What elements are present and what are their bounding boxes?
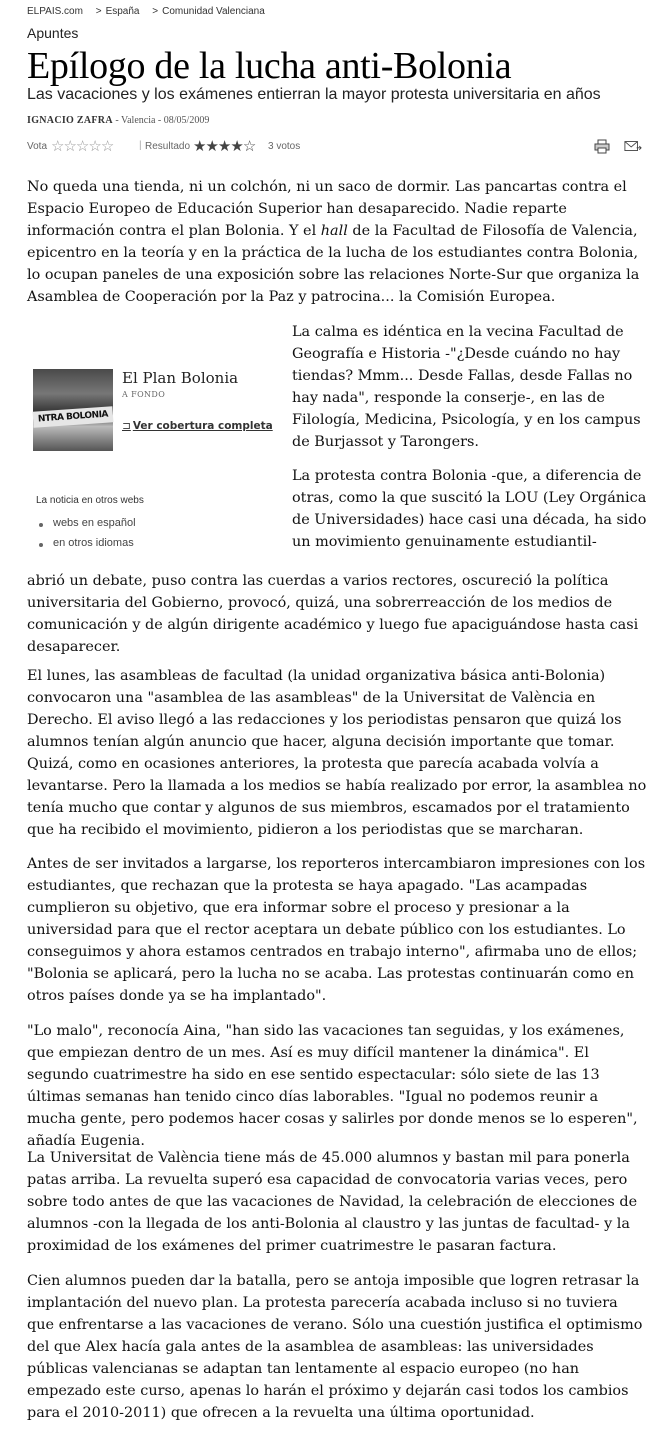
star-filled-icon: ★: [205, 138, 218, 155]
byline: [27, 115, 209, 126]
article-paragraph: La Universitat de València tiene más de 45.000 alumnos y bastan mil para ponerla patas arriba. La revuelta superó esa capacidad de convocatoria varias veces, pero sobre todo antes de que las vacaciones de Navidad, la celebración de elecciones de alumnos -con la llegada de los anti-Bolonia al claustro y las juntas de facultad- y la proximidad de los exámenes del primer cuatrimestre le pasaran factura.: [27, 1150, 638, 1254]
byline-author: IGNACIO ZAFRA: [27, 115, 113, 126]
breadcrumb-separator: >: [95, 6, 102, 17]
arrow-right-icon: ⊐: [122, 420, 131, 432]
article-paragraph: Cien alumnos pueden dar la batalla, pero se antoja imposible que logren retrasar la implantación del nuevo plan. La protesta parecería acabada incluso si no tuviera que enfrentarse a las vacaciones de verano. Sólo una cuestión justifica el optimismo del que Alex hacía gala antes de la asamblea de asambleas: las universidades públicas valencianas se adaptan tan lentamente al espacio europeo (no han empezado este curso, apenas lo harán el próximo y dejarán casi todos los cambios para el 2010-2011) que ofrecen a la revuelta una última oportunidad.: [27, 1273, 643, 1421]
breadcrumb: [27, 6, 275, 17]
article-paragraph: La calma es idéntica en la vecina Facultad de Geografía e Historia -"¿Desde cuándo no hay tiendas? Mmm... Desde Fallas, desde Fallas no hay nada", responde la conserje-, en las de Filología, Medicina, Psicología, y en los campus de Burjassot y Tarongers.: [292, 324, 641, 450]
italic-term: hall: [320, 223, 348, 239]
star-empty-icon: ☆: [242, 138, 256, 155]
vote-label: Vota: [27, 141, 48, 152]
article-paragraph: No queda una tienda, ni un colchón, ni un saco de dormir. Las pancartas contra el Espacio Europeo de Educación Superior han desaparecido. Nadie reparte información contra el plan Bolonia. Y el hall de la Facultad de Filosofía de Valencia, epicentro en la teoría y en la práctica de la lucha de los estudiantes contra Bolonia, lo ocupan paneles de una exposición sobre las relaciones Norte-Sur que organiza la Asamblea de Cooperación por la Paz y patrocina... la Comisión Europea.: [27, 179, 640, 305]
vote-stars[interactable]: [51, 137, 113, 155]
star-empty-icon[interactable]: ☆: [63, 138, 76, 155]
article-paragraph: La protesta contra Bolonia -que, a diferencia de otras, como la que suscitó la LOU (Ley Orgánica de Universidades) hace casi una década, ha sido un movimiento genuinamente estudiantil-: [292, 468, 647, 550]
star-empty-icon[interactable]: ☆: [51, 138, 64, 155]
breadcrumb-site-link[interactable]: ELPAIS.com: [27, 6, 83, 17]
article-paragraph: El lunes, las asambleas de facultad (la unidad organizativa básica anti-Bolonia) convocaron una "asamblea de las asambleas" de la Universitat de València en Derecho. El aviso llegó a las redacciones y los periodistas pensaron que quizá los alumnos tenían algún anuncio que hacer, alguna decisión importante que tomar. Quizá, como en ocasiones anteriores, la protesta que parecía acabada volvía a levantarse. Pero la llamada a los medios se había realizado por error, la asamblea no tenía mucho que contar y algunos de sus miembros, escamados por el tratamiento que ha recibido el movimiento, pidieron a los periodistas que se marcharan.: [27, 668, 647, 838]
rating-divider: |: [139, 140, 142, 151]
star-empty-icon[interactable]: ☆: [88, 138, 101, 155]
other-webs-heading: La noticia en otros webs: [36, 495, 144, 506]
print-icon[interactable]: [593, 137, 611, 155]
article-paragraph: "Lo malo", reconocía Aina, "han sido las vacaciones tan seguidas, y los exámenes, que empiezan dentro de un mes. Así es muy difícil mantener la dinámica". El segundo cuatrimestre ha sido en ese sentido espectacular: sólo siete de las 13 últimas semanas han tenido cinco días laborables. "Igual no podemos reunir a mucha gente, pero podemos hacer cosas y salirles por donde menos se lo esperen", añadía Eugenia.: [27, 1023, 638, 1149]
result-label: Resultado: [145, 141, 191, 152]
star-filled-icon: ★: [193, 138, 206, 155]
star-empty-icon[interactable]: ☆: [75, 138, 89, 155]
thumbnail-banner-text: NTRA BOLONIA: [33, 406, 114, 428]
star-filled-icon: ★: [217, 138, 231, 155]
coverage-link[interactable]: [122, 420, 273, 432]
section-label: Apuntes: [27, 25, 79, 41]
result-stars: [193, 137, 255, 155]
breadcrumb-link-espana[interactable]: España: [105, 6, 140, 17]
other-webs-box: [36, 495, 144, 557]
star-empty-icon[interactable]: ☆: [100, 138, 114, 155]
other-webs-link-spanish[interactable]: webs en español: [36, 517, 144, 537]
rating-bar: [27, 139, 647, 159]
coverage-thumbnail[interactable]: [33, 369, 113, 451]
email-icon[interactable]: [624, 137, 642, 155]
breadcrumb-separator: >: [152, 6, 159, 17]
headline: Epílogo de la lucha anti-Bolonia: [27, 45, 512, 87]
breadcrumb-link-comunidad[interactable]: Comunidad Valenciana: [162, 6, 265, 17]
votes-count: 3 votos: [268, 141, 301, 152]
article-paragraph: abrió un debate, puso contra las cuerdas a varios rectores, oscureció la política universitaria del Gobierno, provocó, quizá, una sobrerreacción de los medios de comunicación y de algún dirigente académico y luego fue apaciguándose hasta casi desaparecer.: [27, 573, 639, 655]
byline-meta: - Valencia - 08/05/2009: [112, 115, 210, 126]
coverage-title[interactable]: El Plan Bolonia: [122, 369, 239, 387]
star-filled-icon: ★: [230, 138, 243, 155]
subtitle: Las vacaciones y los exámenes entierran la mayor protesta universitaria en años: [27, 86, 601, 103]
other-webs-link-other-languages[interactable]: en otros idiomas: [36, 537, 144, 557]
coverage-link-label: Ver cobertura completa: [132, 420, 273, 432]
coverage-kicker: A FONDO: [122, 390, 166, 399]
other-webs-list: [36, 517, 144, 557]
article-paragraph: Antes de ser invitados a largarse, los reporteros intercambiaron impresiones con los estudiantes, que rechazan que la protesta se haya apagado. "Las acampadas cumplieron su objetivo, que era informar sobre el proceso y presionar a la universidad para que el rector aceptara un debate público con los estudiantes. Lo conseguimos y ahora estamos centrados en trabajo interno", afirmaba uno de ellos; "Bolonia se aplicará, pero la lucha no se acaba. Las protestas continuarán como en otros países donde ya se ha implantado".: [27, 856, 646, 1004]
